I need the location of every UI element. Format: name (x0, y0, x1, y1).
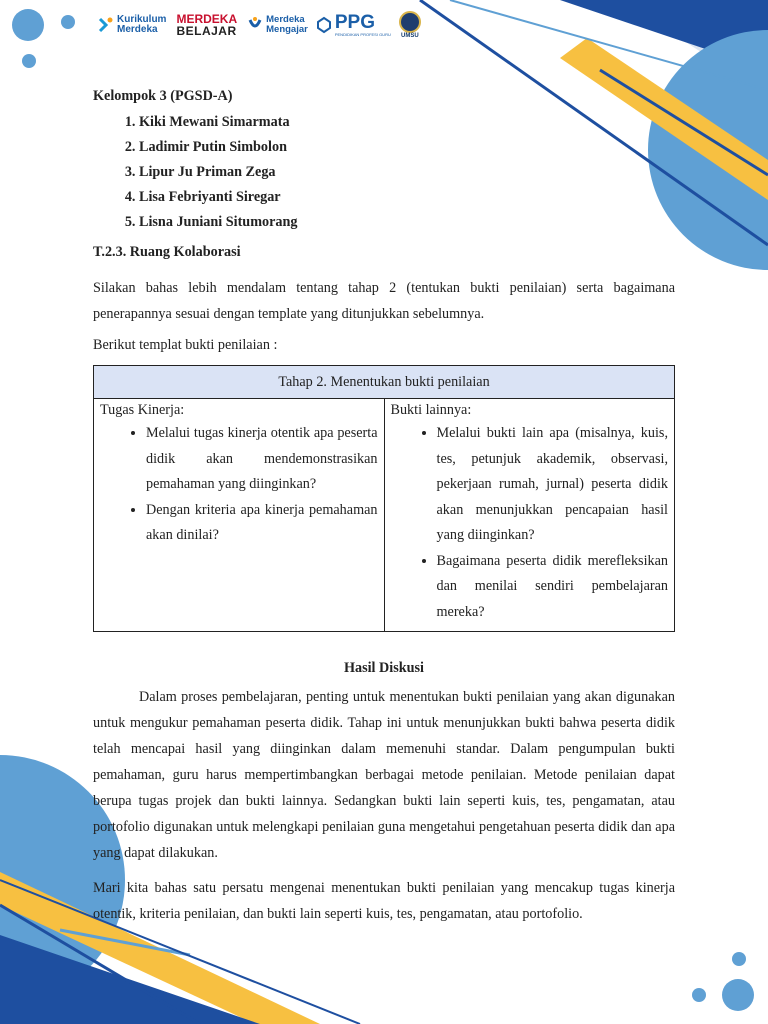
template-label: Berikut templat bukti penilaian : (93, 337, 278, 353)
logo-ppg-text: PPG (334, 12, 375, 33)
task-title: T.2.3. Ruang Kolaborasi (93, 244, 241, 260)
member-item: 5. Lisna Juniani Situmorang (139, 210, 675, 235)
logo-merdeka-mengajar (247, 15, 308, 35)
decor-dot (61, 15, 75, 29)
logo-umsu-text: UMSU (401, 33, 419, 39)
table-cell-other-evidence (384, 399, 675, 632)
performance-task-list (100, 421, 378, 549)
decor-dot (692, 988, 706, 1002)
document-body (93, 86, 675, 927)
result-title: Hasil Diskusi (343, 660, 425, 676)
logo-km-line2: Merdeka (117, 24, 158, 35)
ppg-emblem-icon (316, 16, 332, 34)
logo-ppg (316, 13, 391, 37)
decor-dot (732, 952, 746, 966)
result-paragraph-1: Dalam proses pembelajaran, penting untuk menentukan bukti penilaian yang akan digunakan untuk mengukur pemahaman peserta didik. Tahap ini untuk menunjukkan bukti bahwa peserta didik telah mencapai hasil yang diinginkan dalam memenuhi standar. Dalam pengumpulan bukti pemahaman, guru harus mempertimbangkan berbagai metode penilaian. Metode penilaian dapat berupa tugas projek dan bukti lainnya. Sedangkan bukti lain seperti kuis, tes, pengamatan, atau portofolio digunakan untuk melengkapi penilaian guna mengetahui pengetahuan peserta didik dan apa yang dapat dilakukan. (93, 689, 675, 861)
other-evidence-list (391, 421, 669, 625)
table-header: Tahap 2. Menentukan bukti penilaian (94, 366, 675, 399)
list-item: • Melalui bukti lain apa (misalnya, kuis, tes, petunjuk akademik, observasi, pekerjaan rumah, jurnal) peserta didik akan menunjukkan pencapaian hasil yang diinginkan? (437, 421, 669, 549)
member-item: 3. Lipur Ju Priman Zega (139, 160, 675, 185)
list-item: • Bagaimana peserta didik merefleksikan dan menilai sendiri pembelajaran mereka? (437, 549, 669, 626)
member-item: 1. Kiki Mewani Simarmata (139, 110, 675, 135)
logo-mm-line1: Merdeka (266, 14, 305, 25)
member-item: 4. Lisa Febriyanti Siregar (139, 185, 675, 210)
table-cell-performance-task (94, 399, 385, 632)
cell-title-performance-task: Tugas Kinerja: (100, 402, 185, 418)
group-title: Kelompok 3 (PGSD-A) (93, 88, 233, 104)
list-item: • Dengan kriteria apa kinerja pemahaman akan dinilai? (146, 498, 378, 549)
kurikulum-merdeka-icon (98, 16, 114, 34)
list-item: • Melalui tugas kinerja otentik apa peserta didik akan mendemonstrasikan pemahaman yang diinginkan? (146, 421, 378, 498)
logo-mb-line2: BELAJAR (176, 24, 237, 38)
logo-mb-line1: MERDEKA (176, 12, 238, 26)
decor-dot (22, 54, 36, 68)
member-item: 2. Ladimir Putin Simbolon (139, 135, 675, 160)
logo-umsu (399, 11, 421, 39)
logo-km-line1: Kurikulum (117, 14, 167, 25)
logo-kurikulum-merdeka (98, 15, 166, 35)
header-logos (98, 6, 421, 44)
logo-mm-line2: Mengajar (266, 24, 308, 35)
logo-ppg-sub: PENDIDIKAN PROFESI GURU (334, 32, 391, 37)
cell-title-other-evidence: Bukti lainnya: (390, 402, 472, 418)
merdeka-mengajar-icon (247, 16, 263, 34)
decor-dot (722, 979, 754, 1011)
decor-dot (12, 9, 44, 41)
logo-merdeka-belajar (174, 13, 239, 37)
assessment-template-table (93, 365, 675, 632)
member-list (93, 110, 675, 235)
intro-paragraph: Silakan bahas lebih mendalam tentang tahap 2 (tentukan bukti penilaian) serta bagaimana penerapannya sesuai dengan template yang ditunjukkan sebelumnya. (93, 280, 675, 322)
result-paragraph-2: Mari kita bahas satu persatu mengenai menentukan bukti penilaian yang mencakup tugas kinerja otentik, kriteria penilaian, dan bukti lain seperti kuis, tes, pengamatan, atau portofolio. (93, 880, 675, 922)
umsu-seal-icon (399, 11, 421, 33)
